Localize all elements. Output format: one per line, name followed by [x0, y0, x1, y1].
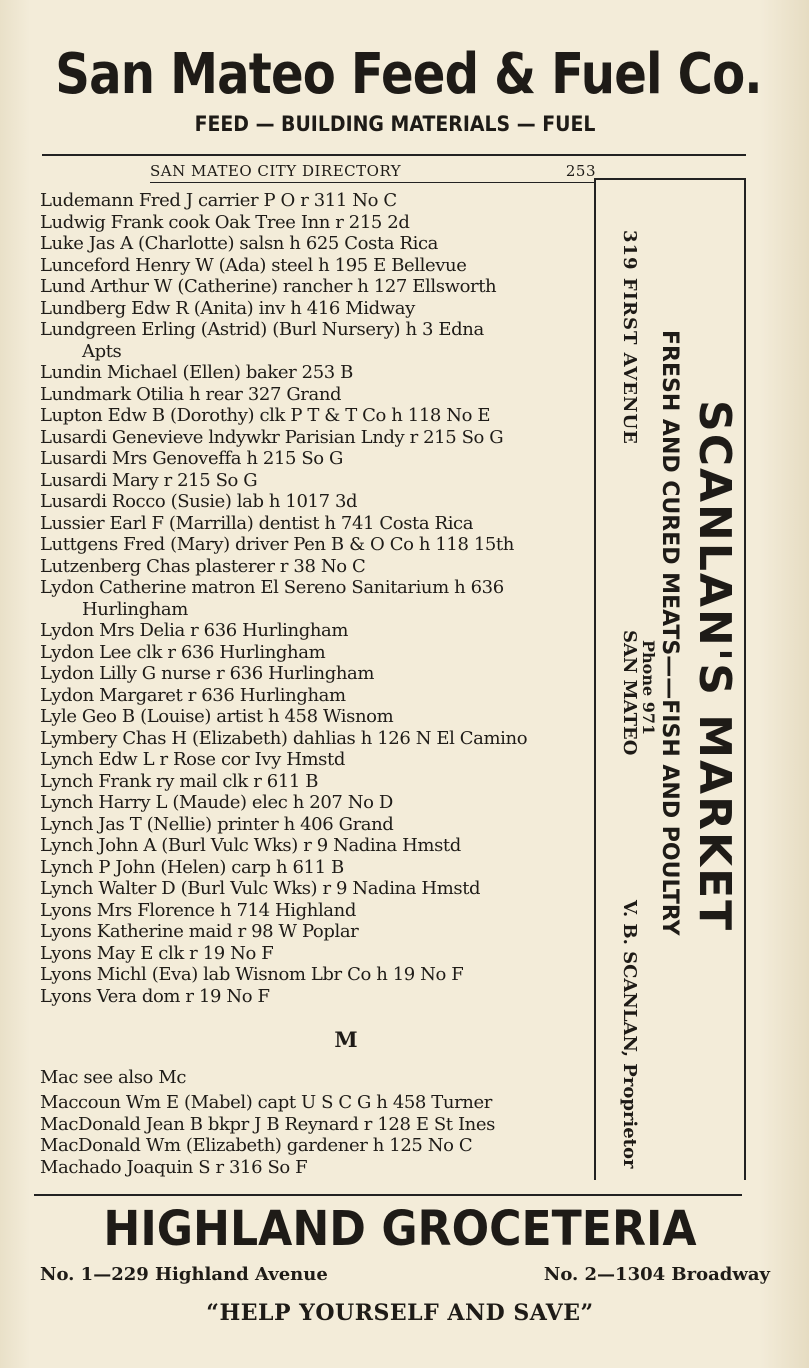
top-ad-subtitle: FEED — BUILDING MATERIALS — FUEL — [194, 112, 596, 136]
directory-entry: Ludemann Fred J carrier P O r 311 No C — [40, 190, 397, 211]
bottom-ad-slogan: “HELP YOURSELF AND SAVE” — [206, 1300, 594, 1326]
directory-entry: Lymbery Chas H (Elizabeth) dahlias h 126 N El Camino — [40, 727, 528, 749]
directory-listing — [40, 190, 592, 1178]
directory-entry: Lutzenberg Chas plasterer r 38 No C — [40, 555, 366, 577]
running-head — [150, 162, 600, 180]
directory-entry: Lynch John A (Burl Vulc Wks) r 9 Nadina Hmstd — [40, 835, 461, 856]
bottom-ad-title: HIGHLAND GROCETERIA — [103, 1201, 697, 1257]
side-ad-phone: Phone 971 — [639, 640, 658, 736]
directory-entry: Lydon Lilly G nurse r 636 Hurlingham — [40, 663, 375, 684]
side-ad-proprietor: V. B. SCANLAN, Proprietor — [619, 900, 640, 1169]
directory-entry: Lupton Edw B (Dorothy) clk P T & T Co h 118 No E — [40, 405, 491, 426]
directory-entry: Lusardi Genevieve lndywkr Parisian Lndy r 215 So G — [40, 426, 504, 448]
directory-entry: Lunceford Henry W (Ada) steel h 195 E Bellevue — [40, 254, 467, 276]
see-also-note: Mac see also Mc — [40, 1066, 187, 1088]
directory-entry: Lynch Edw L r Rose cor Ivy Hmstd — [40, 749, 345, 770]
directory-entry: MacDonald Wm (Elizabeth) gardener h 125 No C — [40, 1135, 473, 1156]
directory-entry: Lyons Michl (Eva) lab Wisnom Lbr Co h 19 No F — [40, 964, 464, 985]
directory-entry: Lundin Michael (Ellen) baker 253 B — [40, 362, 353, 383]
bottom-advertisement — [30, 1200, 770, 1326]
directory-entry: Lynch Harry L (Maude) elec h 207 No D — [40, 792, 393, 813]
directory-entry: Lusardi Mrs Genoveffa h 215 So G — [40, 448, 344, 469]
directory-entry: Lynch Jas T (Nellie) printer h 406 Grand — [40, 813, 394, 835]
top-rule — [42, 154, 746, 156]
directory-entry: Lundmark Otilia h rear 327 Grand — [40, 383, 342, 405]
directory-title: SAN MATEO CITY DIRECTORY — [150, 162, 402, 180]
directory-entry: Machado Joaquin S r 316 So F — [40, 1156, 308, 1178]
directory-entry: Luke Jas A (Charlotte) salsn h 625 Costa Rica — [40, 233, 438, 254]
bottom-rule — [34, 1194, 742, 1196]
directory-entry: Lyons May E clk r 19 No F — [40, 942, 274, 964]
directory-entry: Lyons Mrs Florence h 714 Highland — [40, 899, 356, 921]
bottom-ad-locations — [30, 1264, 770, 1292]
bottom-ad-location-1: No. 1—229 Highland Avenue — [40, 1264, 328, 1285]
bottom-ad-location-2: No. 2—1304 Broadway — [543, 1264, 770, 1285]
side-ad-city: SAN MATEO — [619, 630, 640, 756]
directory-entry: Lyle Geo B (Louise) artist h 458 Wisnom — [40, 706, 394, 727]
m-section — [40, 1092, 592, 1178]
side-advertisement — [594, 178, 746, 1180]
directory-entry: Lynch Frank ry mail clk r 611 B — [40, 770, 319, 792]
section-letter: M — [334, 1027, 358, 1052]
l-section — [40, 190, 592, 1007]
side-ad-name: SCANLAN'S MARKET — [689, 400, 740, 933]
page-number: 253 — [565, 162, 596, 180]
directory-entry: Lundgreen Erling (Astrid) (Burl Nursery) h 3 Edna — [40, 319, 484, 340]
side-ad-rotated — [600, 200, 740, 1169]
directory-entry: Lydon Mrs Delia r 636 Hurlingham — [40, 620, 349, 641]
directory-entry: Lundberg Edw R (Anita) inv h 416 Midway — [40, 297, 415, 319]
directory-entry: Lydon Margaret r 636 Hurlingham — [40, 684, 346, 706]
top-advertisement — [0, 42, 790, 136]
directory-entry-continuation: Apts — [82, 340, 122, 362]
directory-entry: Lussier Earl F (Marrilla) dentist h 741 Costa Rica — [40, 512, 474, 534]
directory-entry: Luttgens Fred (Mary) driver Pen B & O Co h 118 15th — [40, 534, 514, 555]
directory-entry: Lydon Lee clk r 636 Hurlingham — [40, 641, 326, 663]
directory-entry: Ludwig Frank cook Oak Tree Inn r 215 2d — [40, 211, 410, 233]
directory-entry-continuation: Hurlingham — [82, 598, 188, 620]
side-ad-address: 319 FIRST AVENUE — [619, 230, 640, 445]
directory-entry: MacDonald Jean B bkpr J B Reynard r 128 E St Ines — [40, 1113, 495, 1135]
directory-entry: Lusardi Rocco (Susie) lab h 1017 3d — [40, 491, 358, 512]
directory-entry: Lynch P John (Helen) carp h 611 B — [40, 856, 344, 878]
directory-entry: Lusardi Mary r 215 So G — [40, 469, 258, 491]
directory-entry: Lyons Katherine maid r 98 W Poplar — [40, 921, 359, 942]
side-ad-goods: FRESH AND CURED MEATS——FISH AND POULTRY — [657, 330, 682, 936]
running-head-rule — [150, 182, 594, 183]
directory-entry: Lynch Walter D (Burl Vulc Wks) r 9 Nadina Hmstd — [40, 878, 481, 899]
directory-entry: Lyons Vera dom r 19 No F — [40, 985, 270, 1007]
directory-entry: Lydon Catherine matron El Sereno Sanitarium h 636 — [40, 577, 504, 598]
top-ad-title: San Mateo Feed & Fuel Co. — [55, 42, 762, 107]
directory-entry: Maccoun Wm E (Mabel) capt U S C G h 458 Turner — [40, 1092, 492, 1113]
directory-entry: Lund Arthur W (Catherine) rancher h 127 Ellsworth — [40, 276, 497, 297]
